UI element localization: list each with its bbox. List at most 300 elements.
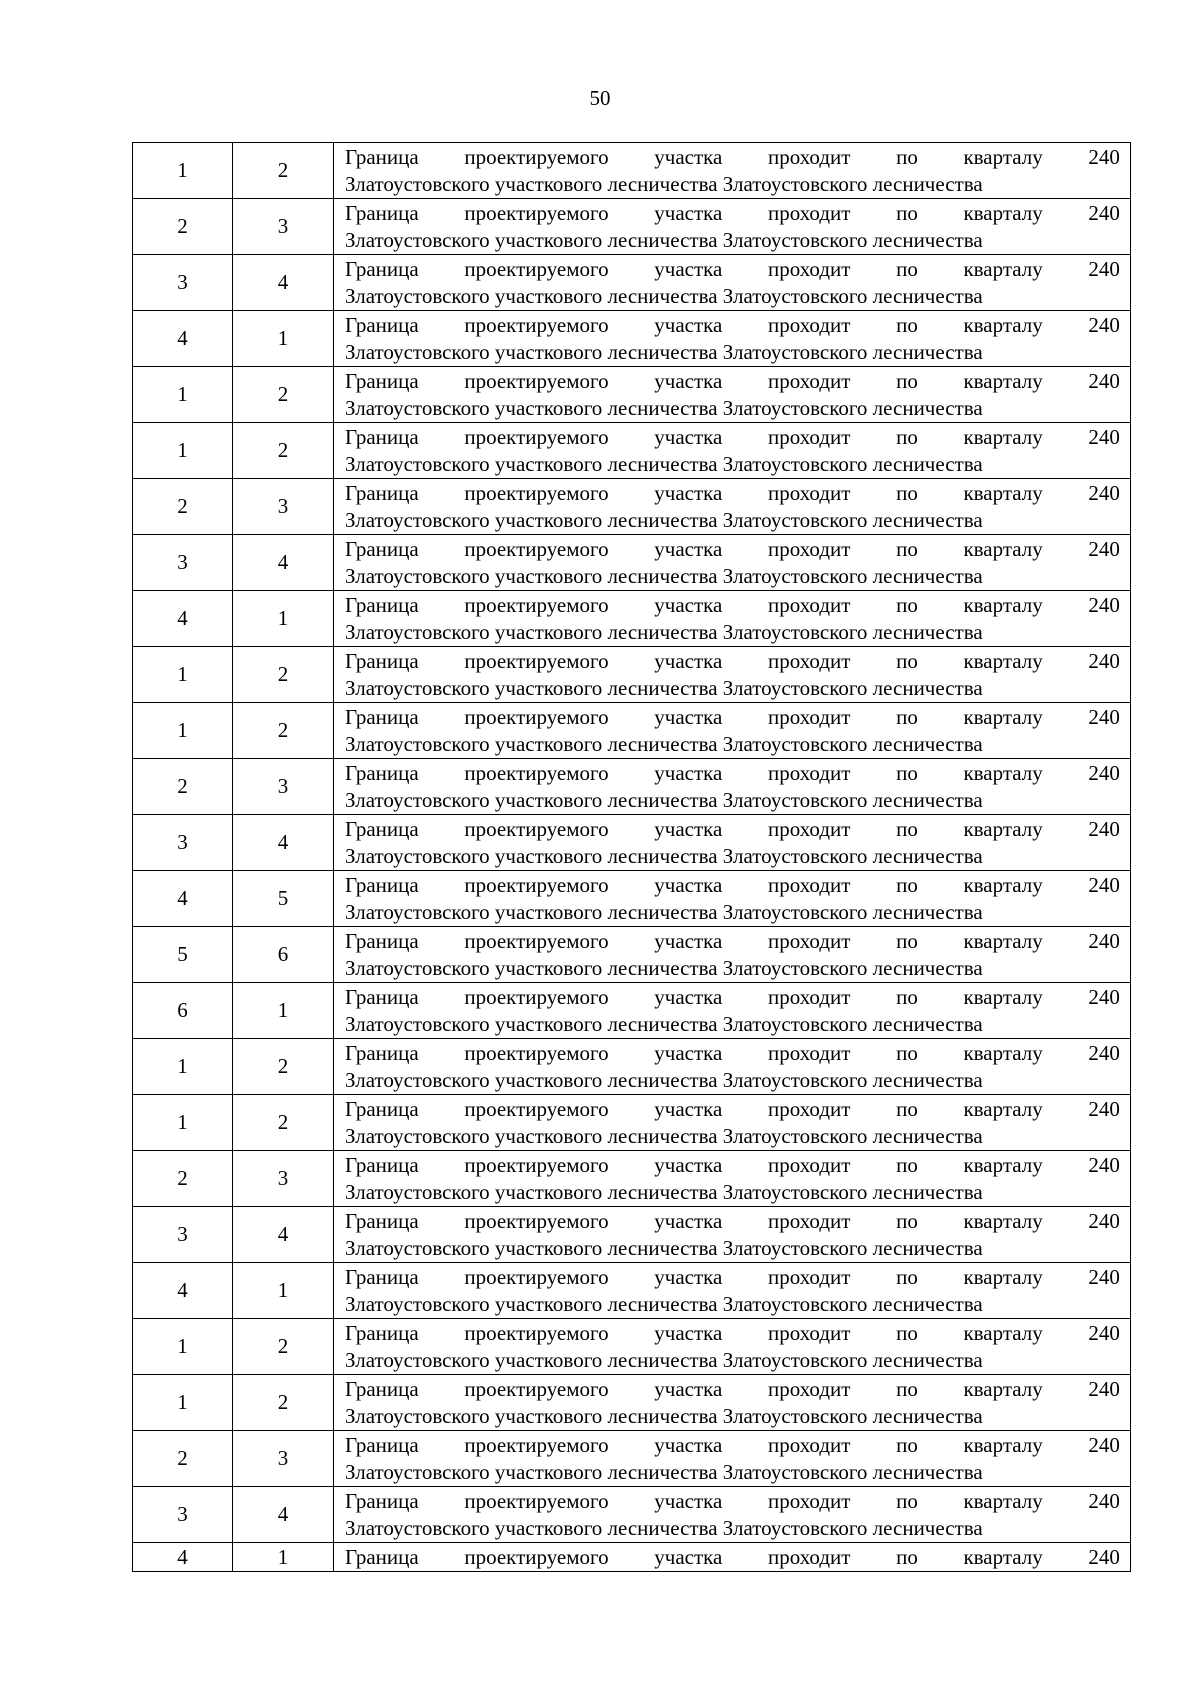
boundary-description-word: проектируемого <box>464 425 609 449</box>
point-from-cell: 1 <box>133 423 233 479</box>
boundary-description-word: кварталу <box>963 201 1043 225</box>
boundary-description-word: 240 <box>1088 705 1120 729</box>
point-to-cell: 3 <box>233 479 334 535</box>
boundary-description-word: участка <box>654 985 723 1009</box>
boundary-description-word: кварталу <box>963 1489 1043 1513</box>
point-to-cell: 3 <box>233 1151 334 1207</box>
boundary-description-word: кварталу <box>963 313 1043 337</box>
boundary-description-word: 240 <box>1088 369 1120 393</box>
boundary-description-word: по <box>896 537 918 561</box>
boundary-description-word: кварталу <box>963 705 1043 729</box>
point-from-cell: 2 <box>133 199 233 255</box>
boundary-description-word: проходит <box>768 1489 851 1513</box>
table-row <box>133 423 1131 479</box>
boundary-description-word: участка <box>654 425 723 449</box>
point-to-cell: 2 <box>233 1319 334 1375</box>
point-from-cell: 1 <box>133 703 233 759</box>
boundary-description-cell <box>334 1263 1131 1319</box>
point-to-cell: 4 <box>233 255 334 311</box>
boundary-description-word: кварталу <box>963 649 1043 673</box>
boundary-description-cell <box>334 311 1131 367</box>
boundary-description-word: проходит <box>768 1377 851 1401</box>
page-number: 50 <box>589 86 611 110</box>
boundary-description-word: 240 <box>1088 257 1120 281</box>
boundary-description-word: проектируемого <box>464 705 609 729</box>
boundary-description-word: по <box>896 481 918 505</box>
boundary-description-word: проектируемого <box>464 1153 609 1177</box>
boundary-description-word: по <box>896 1041 918 1065</box>
boundary-description-word: кварталу <box>963 1265 1043 1289</box>
boundary-description-word: проходит <box>768 873 851 897</box>
boundary-description-word: Граница <box>345 257 419 281</box>
boundary-description-word: Граница <box>345 1489 419 1513</box>
boundary-description-word: проектируемого <box>464 145 609 169</box>
boundary-description-word: кварталу <box>963 1097 1043 1121</box>
table-row <box>133 1151 1131 1207</box>
table-row <box>133 1039 1131 1095</box>
table-row <box>133 1095 1131 1151</box>
point-from-cell: 1 <box>133 647 233 703</box>
boundary-description-word: 240 <box>1088 201 1120 225</box>
boundary-description-word: кварталу <box>963 1041 1043 1065</box>
boundary-description-line2: Златоустовского участкового лесничества Златоустовского лесничества <box>345 228 983 252</box>
boundary-description-word: 240 <box>1088 1097 1120 1121</box>
boundary-description-line1 <box>345 872 1120 899</box>
boundary-description-cell <box>334 1375 1131 1431</box>
boundary-description-word: проектируемого <box>464 201 609 225</box>
point-to-cell: 4 <box>233 1207 334 1263</box>
boundary-description-word: кварталу <box>963 425 1043 449</box>
boundary-description-word: кварталу <box>963 1321 1043 1345</box>
boundary-description-word: кварталу <box>963 1153 1043 1177</box>
boundary-description-line2: Златоустовского участкового лесничества Златоустовского лесничества <box>345 788 983 812</box>
boundary-description-word: 240 <box>1088 1377 1120 1401</box>
boundary-description-word: по <box>896 649 918 673</box>
boundary-description-word: участка <box>654 873 723 897</box>
point-to-cell: 6 <box>233 927 334 983</box>
boundary-description-word: проектируемого <box>464 1377 609 1401</box>
point-to-cell: 2 <box>233 143 334 199</box>
boundary-description-word: Граница <box>345 145 419 169</box>
boundary-description-word: по <box>896 817 918 841</box>
boundary-description-word: проходит <box>768 761 851 785</box>
boundary-description-word: 240 <box>1088 761 1120 785</box>
point-from-cell: 1 <box>133 143 233 199</box>
boundary-description-word: Граница <box>345 481 419 505</box>
boundary-description-word: проходит <box>768 145 851 169</box>
boundary-description-word: проходит <box>768 1153 851 1177</box>
boundary-description-cell <box>334 423 1131 479</box>
table-row <box>133 591 1131 647</box>
boundary-description-word: Граница <box>345 369 419 393</box>
boundary-description-word: участка <box>654 1097 723 1121</box>
point-from-cell: 2 <box>133 759 233 815</box>
boundary-description-line2: Златоустовского участкового лесничества Златоустовского лесничества <box>345 956 983 980</box>
point-from-cell: 4 <box>133 591 233 647</box>
boundary-description-cell <box>334 1207 1131 1263</box>
boundary-description-cell <box>334 1431 1131 1487</box>
boundary-description-word: Граница <box>345 1545 419 1569</box>
table-row <box>133 759 1131 815</box>
boundary-description-word: проходит <box>768 537 851 561</box>
boundary-description-cell <box>334 983 1131 1039</box>
boundary-description-line2: Златоустовского участкового лесничества Златоустовского лесничества <box>345 1348 983 1372</box>
boundary-description-word: Граница <box>345 1209 419 1233</box>
boundary-description-word: по <box>896 313 918 337</box>
boundary-description-word: по <box>896 593 918 617</box>
boundary-description-word: проектируемого <box>464 537 609 561</box>
boundary-description-line1 <box>345 704 1120 731</box>
boundary-description-word: проектируемого <box>464 1041 609 1065</box>
boundary-description-word: Граница <box>345 313 419 337</box>
point-from-cell: 3 <box>133 535 233 591</box>
boundary-description-cell <box>334 647 1131 703</box>
boundary-description-word: проходит <box>768 481 851 505</box>
boundary-description-word: Граница <box>345 537 419 561</box>
boundary-description-line2: Златоустовского участкового лесничества Златоустовского лесничества <box>345 1236 983 1260</box>
boundary-description-word: 240 <box>1088 873 1120 897</box>
table-row <box>133 199 1131 255</box>
boundary-description-word: по <box>896 1153 918 1177</box>
boundary-description-line2: Златоустовского участкового лесничества Златоустовского лесничества <box>345 452 983 476</box>
boundary-description-line2: Златоустовского участкового лесничества Златоустовского лесничества <box>345 900 983 924</box>
boundary-description-word: проходит <box>768 705 851 729</box>
boundary-description-line1 <box>345 1544 1120 1571</box>
point-from-cell: 4 <box>133 1543 233 1572</box>
boundary-description-word: кварталу <box>963 1377 1043 1401</box>
table-row <box>133 983 1131 1039</box>
boundary-description-word: участка <box>654 705 723 729</box>
boundary-description-word: кварталу <box>963 537 1043 561</box>
boundary-description-line1 <box>345 1320 1120 1347</box>
table-row <box>133 367 1131 423</box>
point-to-cell: 3 <box>233 1431 334 1487</box>
boundary-description-cell <box>334 759 1131 815</box>
boundary-description-word: по <box>896 425 918 449</box>
boundary-description-word: участка <box>654 817 723 841</box>
point-from-cell: 3 <box>133 1487 233 1543</box>
boundary-description-word: участка <box>654 649 723 673</box>
boundary-description-word: 240 <box>1088 1433 1120 1457</box>
boundary-description-word: по <box>896 705 918 729</box>
boundary-description-word: участка <box>654 481 723 505</box>
boundary-description-cell <box>334 255 1131 311</box>
boundary-description-word: участка <box>654 1489 723 1513</box>
boundary-description-cell <box>334 815 1131 871</box>
boundary-description-word: 240 <box>1088 425 1120 449</box>
boundary-description-word: участка <box>654 1265 723 1289</box>
boundary-description-word: Граница <box>345 1377 419 1401</box>
boundary-description-word: кварталу <box>963 145 1043 169</box>
boundary-description-word: проектируемого <box>464 817 609 841</box>
boundary-description-word: проходит <box>768 1321 851 1345</box>
point-from-cell: 5 <box>133 927 233 983</box>
boundary-description-line1 <box>345 816 1120 843</box>
boundary-description-word: проходит <box>768 593 851 617</box>
boundary-description-word: проектируемого <box>464 649 609 673</box>
boundary-description-line2: Златоустовского участкового лесничества Златоустовского лесничества <box>345 676 983 700</box>
boundary-description-line1 <box>345 256 1120 283</box>
table-row <box>133 1319 1131 1375</box>
boundary-description-word: проходит <box>768 1265 851 1289</box>
point-to-cell: 1 <box>233 311 334 367</box>
boundary-description-word: проходит <box>768 817 851 841</box>
boundary-description-word: проходит <box>768 257 851 281</box>
point-to-cell: 2 <box>233 703 334 759</box>
boundary-description-word: участка <box>654 369 723 393</box>
table-row <box>133 311 1131 367</box>
boundary-description-line1 <box>345 200 1120 227</box>
boundary-description-line1 <box>345 312 1120 339</box>
boundary-description-word: участка <box>654 1433 723 1457</box>
boundary-description-line2: Златоустовского участкового лесничества Златоустовского лесничества <box>345 340 983 364</box>
point-to-cell: 5 <box>233 871 334 927</box>
boundary-description-cell <box>334 1543 1131 1572</box>
boundary-description-word: участка <box>654 1153 723 1177</box>
boundary-description-word: 240 <box>1088 145 1120 169</box>
boundary-description-line1 <box>345 1376 1120 1403</box>
boundary-description-cell <box>334 1039 1131 1095</box>
boundary-description-word: проходит <box>768 929 851 953</box>
boundary-description-word: кварталу <box>963 761 1043 785</box>
boundary-description-word: 240 <box>1088 1209 1120 1233</box>
boundary-description-line2: Златоустовского участкового лесничества Златоустовского лесничества <box>345 1068 983 1092</box>
boundary-description-word: проектируемого <box>464 313 609 337</box>
boundary-description-line2: Златоустовского участкового лесничества Златоустовского лесничества <box>345 1124 983 1148</box>
table-row <box>133 255 1131 311</box>
boundary-description-word: проходит <box>768 201 851 225</box>
boundary-description-word: по <box>896 1433 918 1457</box>
boundary-description-word: проектируемого <box>464 761 609 785</box>
boundary-description-cell <box>334 703 1131 759</box>
boundary-description-word: участка <box>654 145 723 169</box>
boundary-description-word: участка <box>654 1377 723 1401</box>
boundary-description-word: по <box>896 1209 918 1233</box>
boundary-description-line1 <box>345 1432 1120 1459</box>
boundary-description-cell <box>334 1151 1131 1207</box>
boundary-description-word: по <box>896 1377 918 1401</box>
boundary-description-word: участка <box>654 1209 723 1233</box>
point-to-cell: 1 <box>233 591 334 647</box>
point-to-cell: 3 <box>233 759 334 815</box>
boundary-description-word: по <box>896 257 918 281</box>
boundary-description-word: проходит <box>768 1097 851 1121</box>
boundary-description-word: участка <box>654 537 723 561</box>
boundary-description-word: по <box>896 761 918 785</box>
point-to-cell: 2 <box>233 647 334 703</box>
boundary-description-word: проходит <box>768 1433 851 1457</box>
boundary-description-word: кварталу <box>963 985 1043 1009</box>
boundary-description-word: проектируемого <box>464 985 609 1009</box>
boundary-description-word: по <box>896 1265 918 1289</box>
boundary-description-word: Граница <box>345 873 419 897</box>
boundary-description-line1 <box>345 536 1120 563</box>
boundary-description-word: Граница <box>345 1321 419 1345</box>
boundary-description-cell <box>334 143 1131 199</box>
boundary-description-word: проектируемого <box>464 929 609 953</box>
boundary-description-word: 240 <box>1088 649 1120 673</box>
boundary-description-word: по <box>896 369 918 393</box>
table-row <box>133 1207 1131 1263</box>
boundary-description-word: Граница <box>345 1153 419 1177</box>
point-to-cell: 4 <box>233 535 334 591</box>
boundary-description-line1 <box>345 144 1120 171</box>
point-from-cell: 6 <box>133 983 233 1039</box>
boundary-description-word: 240 <box>1088 1041 1120 1065</box>
boundary-description-word: проходит <box>768 985 851 1009</box>
point-to-cell: 3 <box>233 199 334 255</box>
boundary-description-line2: Златоустовского участкового лесничества Златоустовского лесничества <box>345 1292 983 1316</box>
boundary-description-cell <box>334 591 1131 647</box>
boundary-description-word: проектируемого <box>464 1489 609 1513</box>
table-row <box>133 647 1131 703</box>
boundary-description-word: Граница <box>345 425 419 449</box>
boundary-description-line1 <box>345 1152 1120 1179</box>
point-to-cell: 2 <box>233 1375 334 1431</box>
boundary-description-word: по <box>896 201 918 225</box>
boundary-description-line1 <box>345 1040 1120 1067</box>
boundary-description-line2: Златоустовского участкового лесничества Златоустовского лесничества <box>345 620 983 644</box>
boundary-description-line1 <box>345 1264 1120 1291</box>
boundary-description-line2: Златоустовского участкового лесничества Златоустовского лесничества <box>345 1012 983 1036</box>
boundary-description-line2: Златоустовского участкового лесничества Златоустовского лесничества <box>345 284 983 308</box>
boundary-description-cell <box>334 927 1131 983</box>
table-row <box>133 815 1131 871</box>
boundary-description-word: 240 <box>1088 929 1120 953</box>
point-to-cell: 1 <box>233 983 334 1039</box>
point-from-cell: 1 <box>133 1095 233 1151</box>
point-from-cell: 1 <box>133 1319 233 1375</box>
boundary-description-word: проектируемого <box>464 1321 609 1345</box>
boundary-description-word: проходит <box>768 1545 851 1569</box>
boundary-description-line1 <box>345 1208 1120 1235</box>
boundary-description-word: проектируемого <box>464 1545 609 1569</box>
boundary-description-word: кварталу <box>963 817 1043 841</box>
boundary-description-word: по <box>896 985 918 1009</box>
point-from-cell: 3 <box>133 815 233 871</box>
boundary-description-cell <box>334 367 1131 423</box>
boundary-description-cell <box>334 535 1131 591</box>
boundary-description-cell <box>334 1319 1131 1375</box>
boundary-description-line2: Златоустовского участкового лесничества Златоустовского лесничества <box>345 1460 983 1484</box>
point-to-cell: 2 <box>233 1039 334 1095</box>
boundary-description-cell <box>334 1487 1131 1543</box>
boundary-description-word: Граница <box>345 985 419 1009</box>
boundary-description-word: 240 <box>1088 817 1120 841</box>
point-to-cell: 4 <box>233 815 334 871</box>
boundary-description-word: участка <box>654 761 723 785</box>
point-to-cell: 2 <box>233 1095 334 1151</box>
point-from-cell: 2 <box>133 1151 233 1207</box>
table-row <box>133 1431 1131 1487</box>
point-from-cell: 1 <box>133 367 233 423</box>
boundary-description-line1 <box>345 368 1120 395</box>
boundary-description-word: проектируемого <box>464 1097 609 1121</box>
boundary-description-word: по <box>896 145 918 169</box>
boundary-description-word: Граница <box>345 201 419 225</box>
boundary-description-word: кварталу <box>963 593 1043 617</box>
boundary-description-line1 <box>345 984 1120 1011</box>
boundary-description-word: 240 <box>1088 481 1120 505</box>
boundary-description-word: 240 <box>1088 1545 1120 1569</box>
boundary-description-word: проходит <box>768 313 851 337</box>
boundary-description-line2: Златоустовского участкового лесничества Златоустовского лесничества <box>345 1180 983 1204</box>
boundary-description-line1 <box>345 480 1120 507</box>
boundary-description-word: проходит <box>768 425 851 449</box>
boundary-description-word: по <box>896 1489 918 1513</box>
boundary-description-line1 <box>345 1096 1120 1123</box>
point-from-cell: 3 <box>133 255 233 311</box>
boundary-description-line2: Златоустовского участкового лесничества Златоустовского лесничества <box>345 172 983 196</box>
boundary-description-word: Граница <box>345 1265 419 1289</box>
boundary-description-line2: Златоустовского участкового лесничества Златоустовского лесничества <box>345 844 983 868</box>
boundary-description-word: кварталу <box>963 369 1043 393</box>
boundary-description-word: участка <box>654 929 723 953</box>
boundary-description-word: 240 <box>1088 1265 1120 1289</box>
boundary-description-word: кварталу <box>963 257 1043 281</box>
point-from-cell: 2 <box>133 479 233 535</box>
boundary-description-line2: Златоустовского участкового лесничества Златоустовского лесничества <box>345 1404 983 1428</box>
table-row <box>133 1543 1131 1572</box>
boundary-description-word: проектируемого <box>464 1209 609 1233</box>
boundary-description-word: участка <box>654 1041 723 1065</box>
boundary-description-line1 <box>345 760 1120 787</box>
boundary-description-line1 <box>345 928 1120 955</box>
boundary-description-line1 <box>345 424 1120 451</box>
boundary-description-word: участка <box>654 201 723 225</box>
boundary-description-word: проектируемого <box>464 369 609 393</box>
table-row <box>133 479 1131 535</box>
boundary-description-word: кварталу <box>963 1545 1043 1569</box>
boundary-description-word: по <box>896 873 918 897</box>
boundary-description-word: Граница <box>345 593 419 617</box>
boundary-description-cell <box>334 199 1131 255</box>
boundary-description-line2: Златоустовского участкового лесничества Златоустовского лесничества <box>345 1516 983 1540</box>
point-from-cell: 3 <box>133 1207 233 1263</box>
boundary-description-word: участка <box>654 313 723 337</box>
boundary-description-word: Граница <box>345 817 419 841</box>
boundary-description-word: Граница <box>345 929 419 953</box>
boundary-description-word: 240 <box>1088 537 1120 561</box>
table-row <box>133 535 1131 591</box>
boundary-description-word: участка <box>654 257 723 281</box>
table-row <box>133 1487 1131 1543</box>
boundary-description-line1 <box>345 648 1120 675</box>
boundary-description-word: Граница <box>345 649 419 673</box>
boundary-description-cell <box>334 479 1131 535</box>
boundary-description-word: проектируемого <box>464 1433 609 1457</box>
boundary-description-line2: Златоустовского участкового лесничества Златоустовского лесничества <box>345 564 983 588</box>
boundary-description-word: Граница <box>345 1097 419 1121</box>
boundary-description-word: проходит <box>768 369 851 393</box>
point-from-cell: 2 <box>133 1431 233 1487</box>
point-to-cell: 1 <box>233 1263 334 1319</box>
boundary-description-line1 <box>345 1488 1120 1515</box>
boundary-description-word: кварталу <box>963 873 1043 897</box>
boundary-table <box>132 142 1131 1572</box>
point-to-cell: 2 <box>233 367 334 423</box>
boundary-description-cell <box>334 1095 1131 1151</box>
point-to-cell: 4 <box>233 1487 334 1543</box>
boundary-description-word: 240 <box>1088 1153 1120 1177</box>
table-body <box>133 143 1131 1572</box>
boundary-description-word: 240 <box>1088 1489 1120 1513</box>
boundary-description-word: 240 <box>1088 985 1120 1009</box>
boundary-description-word: 240 <box>1088 1321 1120 1345</box>
boundary-description-word: 240 <box>1088 593 1120 617</box>
table-row <box>133 143 1131 199</box>
boundary-description-word: по <box>896 1545 918 1569</box>
